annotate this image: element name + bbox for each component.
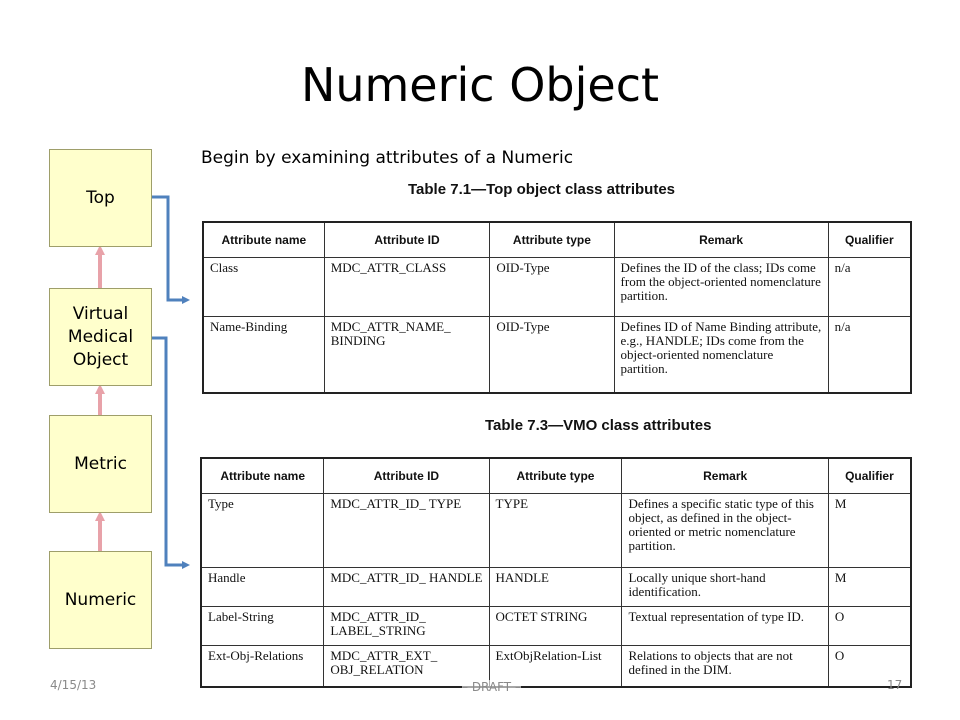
attribute-name-cell: Ext-Obj-Relations (201, 646, 324, 688)
remark-cell: Defines the ID of the class; IDs come from the object-oriented nomenclature partition. (614, 258, 828, 317)
column-header: Qualifier (828, 458, 911, 494)
remark-cell: Textual representation of type ID. (622, 607, 828, 646)
remark-cell: Defines a specific static type of this object, as defined in the object-oriented or metric nomenclature partition. (622, 494, 828, 568)
qualifier-cell: O (828, 646, 911, 688)
table-header-row (201, 458, 911, 494)
attribute-type-cell: ExtObjRelation-List (489, 646, 622, 688)
qualifier-cell: M (828, 494, 911, 568)
column-header: Attribute type (489, 458, 622, 494)
class-box-top: Top (49, 149, 152, 247)
column-header: Attribute name (203, 222, 324, 258)
attribute-id-cell: MDC_ATTR_ID_ LABEL_STRING (324, 607, 489, 646)
attribute-name-cell: Name-Binding (203, 317, 324, 394)
attribute-id-cell: MDC_ATTR_CLASS (324, 258, 490, 317)
attribute-name-cell: Type (201, 494, 324, 568)
intro-text: Begin by examining attributes of a Numeric (201, 148, 574, 168)
remark-cell: Relations to objects that are not defined in the DIM. (622, 646, 828, 688)
vmo-attributes-table (200, 457, 912, 688)
remark-cell: Defines ID of Name Binding attribute, e.g., HANDLE; IDs come from the object-oriented nomenclature partition. (614, 317, 828, 394)
attribute-name-cell: Class (203, 258, 324, 317)
class-box-virtual-medical-object: Virtual Medical Object (49, 288, 152, 386)
top-attributes-table (202, 221, 912, 394)
attribute-name-cell: Label-String (201, 607, 324, 646)
attribute-type-cell: HANDLE (489, 568, 622, 607)
qualifier-cell: O (828, 607, 911, 646)
remark-cell: Locally unique short-hand identification. (622, 568, 828, 607)
attribute-type-cell: OID-Type (490, 317, 614, 394)
table2-caption: Table 7.3—VMO class attributes (485, 417, 712, 434)
table-row (201, 494, 911, 568)
attribute-type-cell: OCTET STRING (489, 607, 622, 646)
attribute-id-cell: MDC_ATTR_NAME_ BINDING (324, 317, 490, 394)
pointer-arrow-vmo-to-table2 (152, 338, 186, 565)
column-header: Attribute name (201, 458, 324, 494)
attribute-id-cell: MDC_ATTR_EXT_ OBJ_RELATION (324, 646, 489, 688)
column-header: Qualifier (828, 222, 911, 258)
table-row (201, 607, 911, 646)
pointer-arrow-top-to-table1 (152, 197, 186, 300)
table-row (203, 317, 911, 394)
class-box-metric: Metric (49, 415, 152, 513)
attribute-id-cell: MDC_ATTR_ID_ HANDLE (324, 568, 489, 607)
table-row (201, 568, 911, 607)
qualifier-cell: n/a (828, 317, 911, 394)
column-header: Remark (614, 222, 828, 258)
footer-date: 4/15/13 (50, 678, 97, 692)
qualifier-cell: M (828, 568, 911, 607)
attribute-name-cell: Handle (201, 568, 324, 607)
qualifier-cell: n/a (828, 258, 911, 317)
column-header: Remark (622, 458, 828, 494)
table-header-row (203, 222, 911, 258)
column-header: Attribute ID (324, 222, 490, 258)
attribute-type-cell: OID-Type (490, 258, 614, 317)
table-row (203, 258, 911, 317)
table-row (201, 646, 911, 688)
table1-caption: Table 7.1—Top object class attributes (408, 181, 676, 198)
class-box-numeric: Numeric (49, 551, 152, 649)
attribute-id-cell: MDC_ATTR_ID_ TYPE (324, 494, 489, 568)
footer-draft-label: – DRAFT – (462, 680, 521, 694)
attribute-type-cell: TYPE (489, 494, 622, 568)
column-header: Attribute type (490, 222, 614, 258)
column-header: Attribute ID (324, 458, 489, 494)
slide-title: Numeric Object (300, 58, 660, 112)
page-number: 17 (887, 678, 903, 692)
